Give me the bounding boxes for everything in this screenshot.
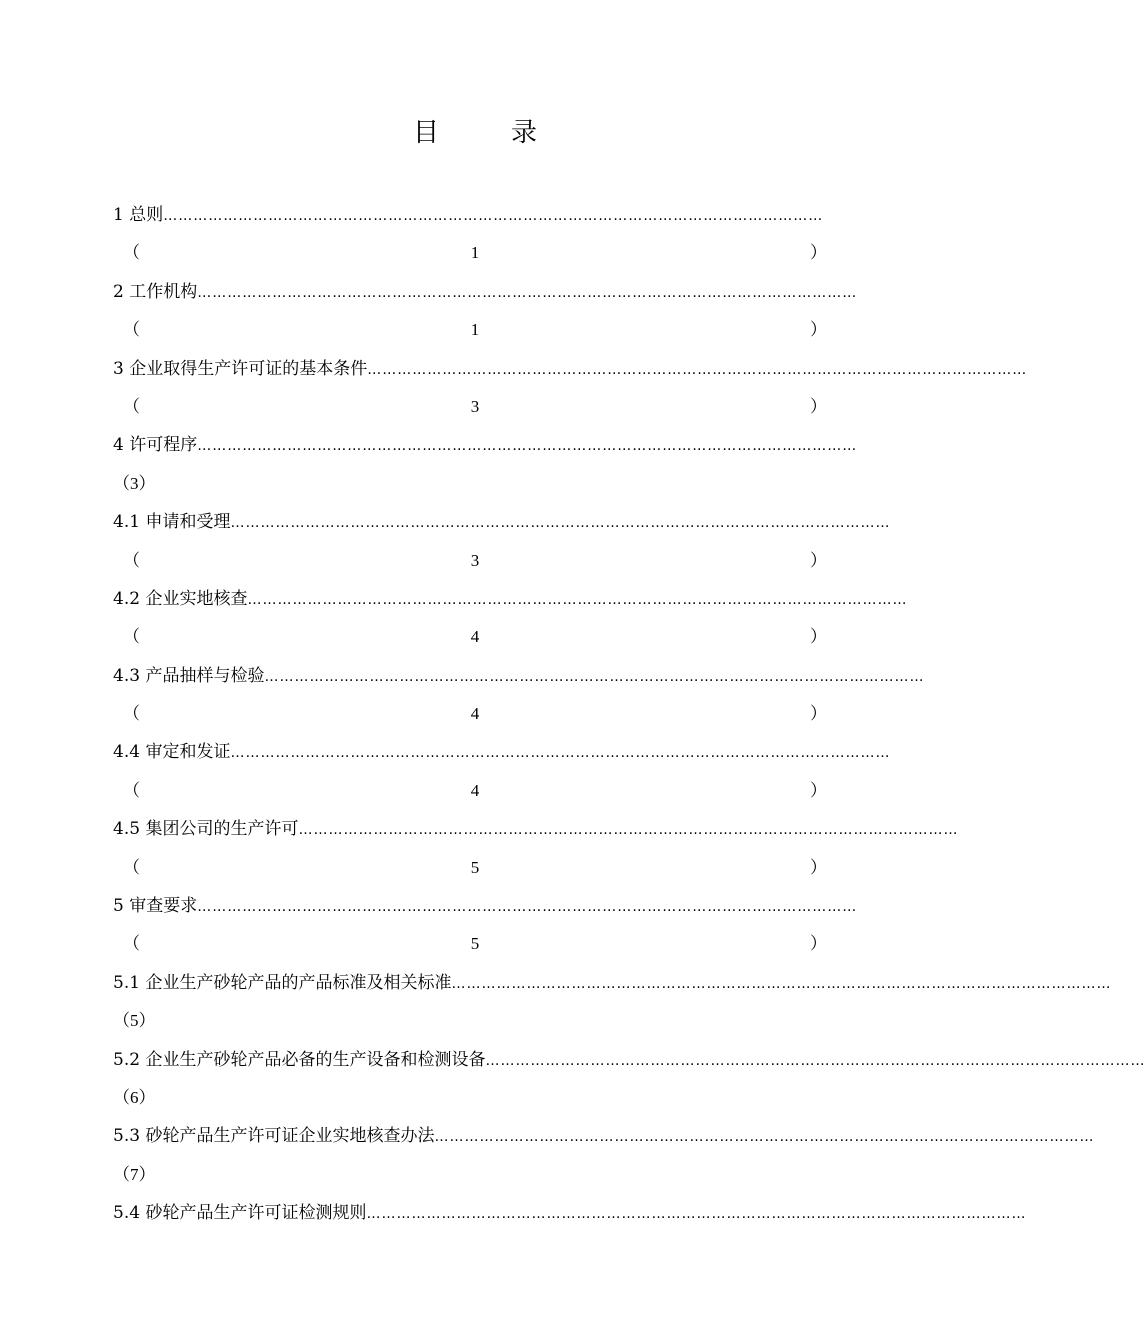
close-paren: ）: [810, 396, 827, 417]
toc-page-row: [113, 542, 835, 580]
toc-entry-label: 1 总则: [113, 205, 164, 225]
toc-dot-leader: ……………………………………………………………………………………………………………………: [247, 591, 908, 608]
toc-dot-leader: ……………………………………………………………………………………………………………………: [451, 975, 1112, 992]
toc-entry-label: 4.5 集团公司的生产许可: [113, 819, 299, 840]
toc-dot-leader: ……………………………………………………………………………………………………………………: [434, 1129, 1095, 1146]
open-paren: （: [123, 627, 140, 648]
toc-page-row: [113, 388, 835, 426]
close-paren: ）: [810, 934, 827, 955]
toc-dot-leader: ……………………………………………………………………………………………………………………: [230, 745, 891, 762]
toc-page-number: （5）: [113, 1011, 156, 1031]
toc-dot-leader: ……………………………………………………………………………………………………………………: [367, 361, 1028, 378]
page-title-char-2: 录: [511, 118, 538, 148]
toc-entry[interactable]: [113, 580, 908, 618]
toc-entry[interactable]: [113, 810, 959, 848]
toc-dot-leader: ……………………………………………………………………………………………………………………: [197, 284, 858, 301]
toc-entry[interactable]: [113, 1117, 1095, 1155]
toc-page-row: [113, 695, 835, 733]
close-paren: ）: [810, 550, 827, 571]
toc-page-number: 3: [470, 550, 480, 570]
toc-page-number: 4: [470, 780, 480, 800]
open-paren: （: [123, 320, 140, 341]
toc-entry-label: 5.1 企业生产砂轮产品的产品标准及相关标准: [113, 972, 452, 993]
toc-page-number: 3: [470, 396, 480, 416]
close-paren: ）: [810, 780, 827, 801]
toc-entry-label: 2 工作机构: [113, 281, 198, 302]
toc-entry[interactable]: [113, 1194, 1027, 1232]
toc-page-number: 4: [470, 704, 480, 724]
toc-entry[interactable]: [113, 350, 1028, 388]
toc-entry-label: 5.2 企业生产砂轮产品必备的生产设备和检测设备: [113, 1049, 486, 1070]
open-paren: （: [123, 780, 140, 801]
close-paren: ）: [810, 243, 827, 264]
toc-page-number: （3）: [113, 473, 156, 493]
toc-entry-label: 5.4 砂轮产品生产许可证检测规则: [113, 1203, 367, 1224]
toc-dot-leader: ……………………………………………………………………………………………………………………: [264, 668, 925, 685]
open-paren: （: [123, 704, 140, 725]
toc-dot-leader: ……………………………………………………………………………………………………………………: [366, 1206, 1027, 1223]
toc-page-number: 1: [470, 320, 480, 340]
toc-page-number: （7）: [113, 1164, 156, 1184]
page-title-char-1: 目: [412, 118, 439, 148]
toc-page-row: [113, 234, 835, 272]
toc-page-number: 5: [470, 857, 480, 877]
toc-entry[interactable]: [113, 657, 925, 695]
close-paren: ）: [810, 627, 827, 648]
toc-page-row: [113, 772, 835, 810]
toc-entry[interactable]: [113, 426, 858, 464]
toc-page-row: [113, 311, 835, 349]
toc-page-row: [113, 618, 835, 656]
open-paren: （: [123, 857, 140, 878]
toc-page-number: 1: [470, 243, 480, 263]
toc-page-row: [113, 465, 835, 503]
toc-entry[interactable]: [113, 733, 891, 771]
toc-entry[interactable]: [113, 273, 858, 311]
open-paren: （: [123, 396, 140, 417]
toc-page-row: [113, 1156, 835, 1194]
toc-page-row: [113, 1002, 835, 1040]
close-paren: ）: [810, 704, 827, 725]
toc-dot-leader: ……………………………………………………………………………………………………………………: [197, 899, 858, 916]
toc-entry-label: 5 审查要求: [113, 896, 198, 917]
close-paren: ）: [810, 857, 827, 878]
toc-entry-label: 4.3 产品抽样与检验: [113, 665, 265, 686]
toc-entry[interactable]: [113, 503, 891, 541]
toc-entry[interactable]: [113, 196, 835, 234]
toc-entry[interactable]: [113, 964, 1112, 1002]
toc-dot-leader: ……………………………………………………………………………………………………………………: [230, 515, 891, 532]
toc-page-row: [113, 925, 835, 963]
toc-page-row: [113, 849, 835, 887]
toc-entry-label: 5.3 砂轮产品生产许可证企业实地核查办法: [113, 1126, 435, 1147]
toc-dot-leader: ……………………………………………………………………………………………………………………: [163, 208, 824, 224]
page-title: [0, 112, 950, 149]
toc-page-number: 5: [470, 934, 480, 954]
toc-entry[interactable]: [113, 887, 858, 925]
toc-dot-leader: ……………………………………………………………………………………………………………………: [197, 438, 858, 455]
toc-entry-label: 4.2 企业实地核查: [113, 588, 248, 609]
toc-entry-label: 4.1 申请和受理: [113, 512, 231, 533]
toc-page-number: （6）: [113, 1087, 156, 1107]
toc-dot-leader: ……………………………………………………………………………………………………………………: [298, 822, 959, 839]
toc-entry-label: 3 企业取得生产许可证的基本条件: [113, 358, 368, 379]
open-paren: （: [123, 243, 140, 264]
open-paren: （: [123, 934, 140, 955]
toc-page-row: [113, 1079, 835, 1117]
toc-entry-label: 4 许可程序: [113, 435, 198, 456]
toc-entry[interactable]: [113, 1041, 1145, 1079]
close-paren: ）: [810, 320, 827, 341]
table-of-contents: [113, 196, 1145, 1233]
toc-entry-label: 4.4 审定和发证: [113, 742, 231, 763]
toc-page-number: 4: [470, 627, 480, 647]
open-paren: （: [123, 550, 140, 571]
toc-dot-leader: ……………………………………………………………………………………………………………………: [485, 1052, 1145, 1069]
